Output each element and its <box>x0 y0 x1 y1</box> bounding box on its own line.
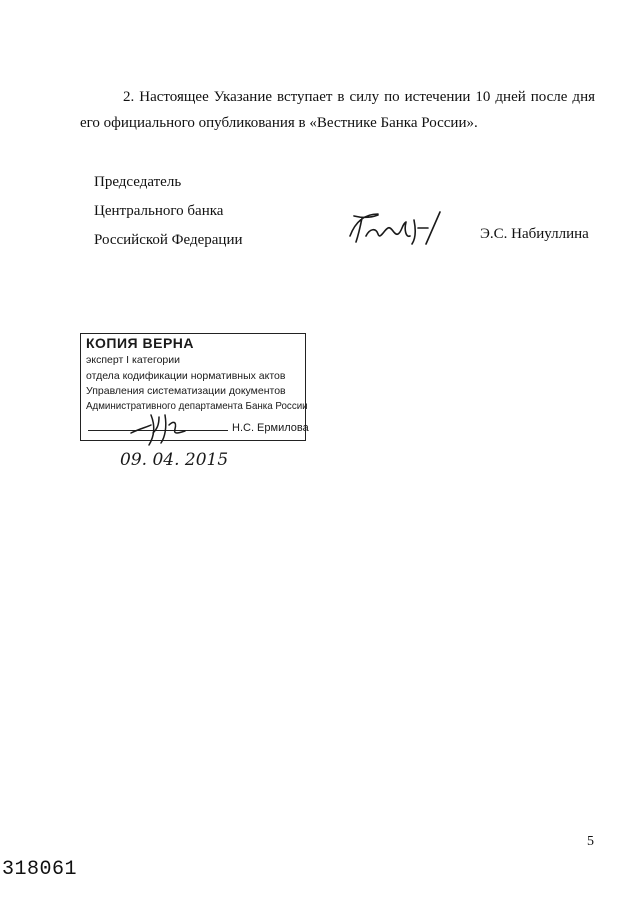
signer-name: Э.С. Набиуллина <box>480 226 589 242</box>
handwritten-date-icon <box>118 446 228 470</box>
stamp-line: отдела кодификации нормативных актов <box>86 370 286 382</box>
stamp-line: Управления систематизации документов <box>86 385 286 397</box>
stamp-line: эксперт I категории <box>86 354 180 366</box>
signatory-title-line: Российской Федерации <box>94 232 243 248</box>
stamp-signer-name: Н.С. Ермилова <box>232 422 309 434</box>
paragraph-line-2: его официального опубликования в «Вестнике Банка России». <box>80 115 478 131</box>
stamp-signature-icon <box>125 411 205 447</box>
certified-copy-stamp <box>80 333 308 443</box>
handwritten-date-text: 09. 04. 2015 <box>120 450 228 470</box>
document-id: 318061 <box>2 858 78 881</box>
signatory-title-line: Центрального банка <box>94 203 224 219</box>
paragraph-line-1: 2. Настоящее Указание вступает в силу по истечении 10 дней после дня <box>123 89 595 105</box>
stamp-line: Административного департамента Банка России <box>86 400 308 412</box>
signature-icon <box>344 206 454 248</box>
stamp-title: КОПИЯ ВЕРНА <box>86 335 195 351</box>
signatory-title <box>94 168 243 255</box>
signatory-title-line: Председатель <box>94 174 182 190</box>
page-number: 5 <box>587 834 594 849</box>
effective-date-paragraph <box>80 84 595 136</box>
